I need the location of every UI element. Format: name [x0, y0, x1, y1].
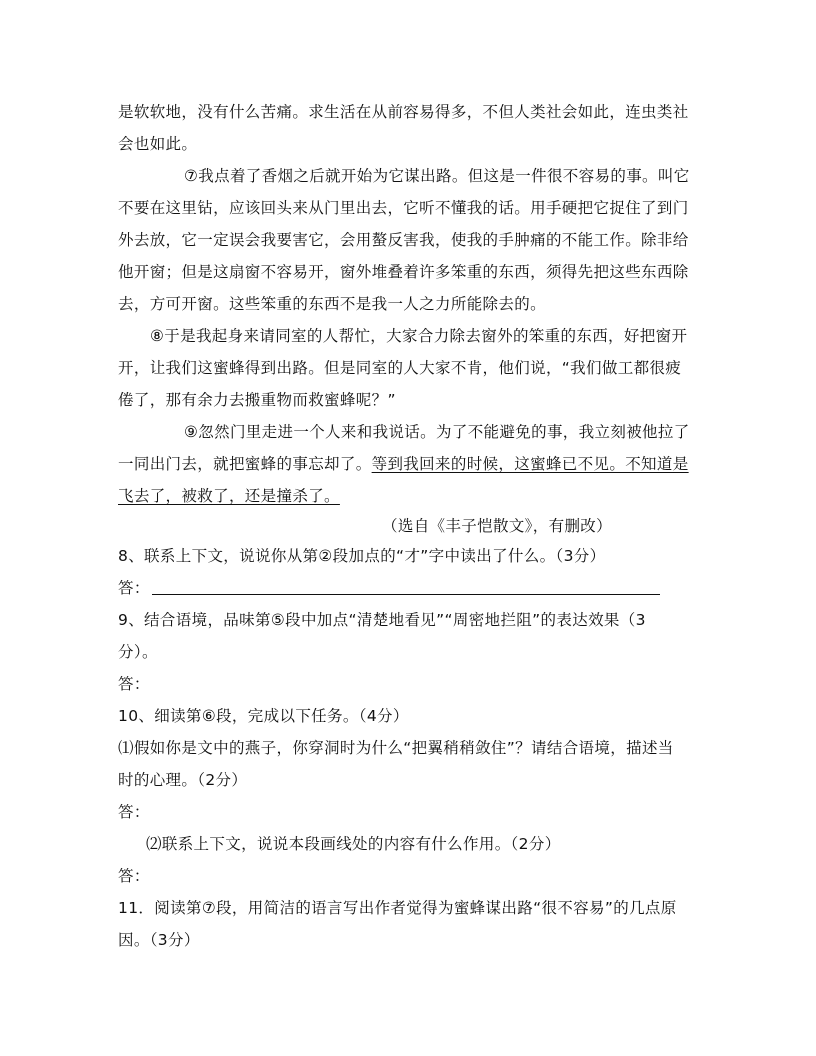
question-9-continued: 分）。 — [118, 643, 158, 661]
answer-blank[interactable] — [152, 578, 660, 595]
question-10-1-continued: 时的心理。（2分） — [118, 771, 248, 789]
answer-label-q9: 答： — [118, 675, 150, 693]
passage-line — [118, 453, 700, 475]
answer-label-q10-2: 答： — [118, 867, 150, 885]
answer-label-q10-1: 答： — [118, 803, 150, 821]
question-10-1: ⑴假如你是文中的燕子，你穿洞时为什么“把翼稍稍敛住”？请结合语境，描述当 — [118, 739, 674, 757]
passage-line: 他开窗；但是这扇窗不容易开，窗外堆叠着许多笨重的东西，须得先把这些东西除 — [118, 263, 689, 281]
passage-line: 不要在这里钻，应该回头来从门里出去，它听不懂我的话。用手硬把它捉住了到门 — [118, 199, 689, 217]
source-citation: （选自《丰子恺散文》，有删改） — [382, 517, 613, 535]
passage-line: 是软软地，没有什么苦痛。求生活在从前容易得多，不但人类社会如此，连虫类社 — [118, 103, 689, 121]
underlined-passage-text: 飞去了，被救了，还是撞杀了。 — [118, 487, 340, 505]
question-11-continued: 因。（3分） — [118, 931, 200, 949]
question-11: 11．阅读第⑦段，用简洁的语言写出作者觉得为蜜蜂谋出路“很不容易”的几点原 — [118, 899, 677, 917]
passage-paragraph-9-start: ⑨忽然门里走进一个人来和我说话。为了不能避免的事，我立刻被他拉了 — [184, 423, 690, 441]
passage-line: 倦了，那有余力去搬重物而救蜜蜂呢？” — [118, 391, 396, 409]
answer-label: 答： — [118, 579, 150, 597]
answer-line-q8 — [118, 577, 700, 599]
passage-line: 去，方可开窗。这些笨重的东西不是我一人之力所能除去的。 — [118, 295, 546, 313]
passage-line: 会也如此。 — [118, 135, 198, 153]
passage-paragraph-8-start: ⑧于是我起身来请同室的人帮忙，大家合力除去窗外的笨重的东西，好把窗开 — [150, 327, 688, 345]
underlined-passage-text: 等到我回来的时候，这蜜蜂已不见。不知道是 — [371, 455, 689, 473]
question-10-2: ⑵联系上下文，说说本段画线处的内容有什么作用。（2分） — [146, 835, 561, 853]
question-9: 9、结合语境，品味第⑤段中加点“清楚地看见”“周密地拦阻”的表达效果（3 — [118, 611, 646, 629]
passage-paragraph-7-start: ⑦我点着了香烟之后就开始为它谋出路。但这是一件很不容易的事。叫它 — [184, 167, 690, 185]
passage-line: 开，让我们这蜜蜂得到出路。但是同室的人大家不肯，他们说，“我们做工都很疲 — [118, 359, 682, 377]
passage-line — [118, 485, 700, 507]
passage-text: 一同出门去，就把蜜蜂的事忘却了。 — [118, 455, 372, 473]
question-8: 8、联系上下文，说说你从第②段加点的“才”字中读出了什么。（3分） — [118, 547, 606, 565]
passage-line: 外去放，它一定误会我要害它，会用螯反害我，使我的手肿痛的不能工作。除非给 — [118, 231, 689, 249]
question-10: 10、细读第⑥段，完成以下任务。（4分） — [118, 707, 409, 725]
